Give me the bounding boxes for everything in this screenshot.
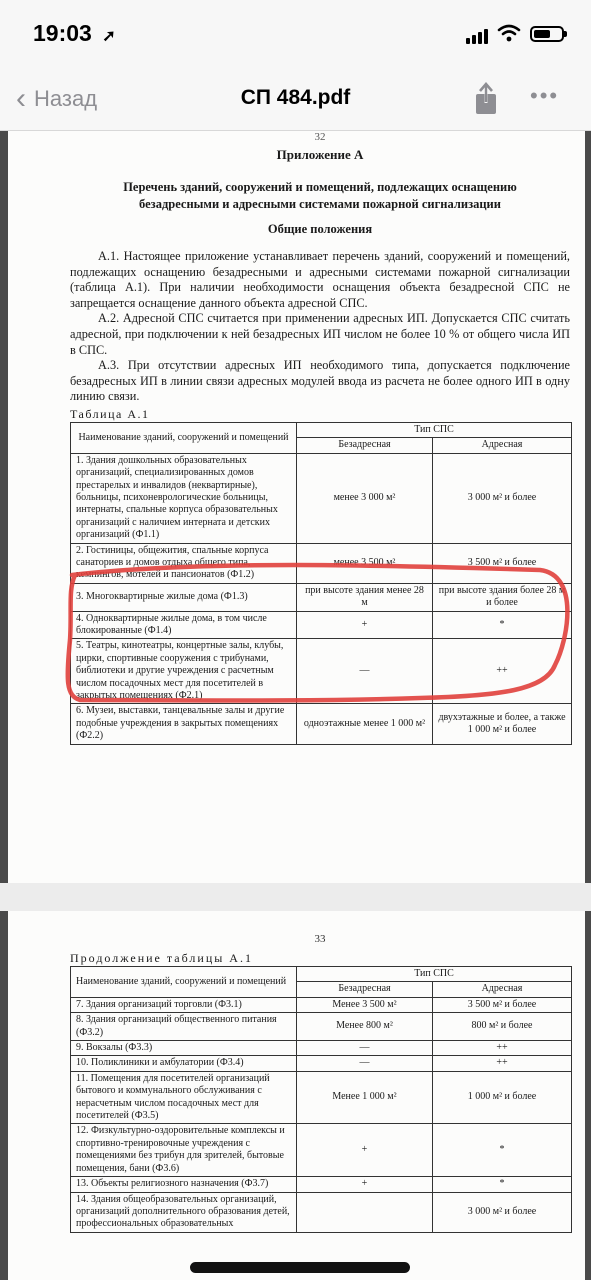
cell-name: 4. Одноквартирные жилые дома, в том числе блокированные (Ф1.4) (71, 611, 297, 639)
cell-addr: * (433, 611, 572, 639)
pdf-viewer[interactable] (0, 131, 591, 1280)
cell-nonaddr (297, 1192, 433, 1232)
table-row (71, 583, 572, 611)
cell-addr: ++ (433, 1041, 572, 1056)
table-row (71, 1056, 572, 1071)
page-content (70, 911, 570, 1233)
table-caption: Таблица А.1 (70, 406, 150, 421)
cell-name: 11. Помещения для посетителей организаций бытового и коммунального обслуживания с нерасчетным числом посадочных мест для посетителей (Ф3.5) (71, 1071, 297, 1124)
table-row (71, 639, 572, 704)
subheading: Общие положения (267, 222, 373, 236)
cell-nonaddr: одноэтажные менее 1 000 м² (297, 704, 433, 744)
cell-addr: * (433, 1124, 572, 1177)
table-row (71, 453, 572, 543)
table-a1-continued (70, 966, 572, 1233)
page-number: 32 (314, 131, 326, 143)
cell-addr: 3 000 м² и более (433, 453, 572, 543)
status-bar (0, 0, 591, 70)
table-row (71, 704, 572, 744)
table-row (71, 1071, 572, 1124)
cell-nonaddr: Менее 800 м² (297, 1013, 433, 1041)
cell-name: 6. Музеи, выставки, танцевальные залы и другие подобные учреждения в закрытых помещениях (Ф2.2) (71, 704, 297, 744)
cell-nonaddr: + (297, 1124, 433, 1177)
page-content (70, 131, 570, 745)
back-button[interactable] (16, 84, 97, 114)
more-icon[interactable]: ••• (530, 83, 560, 108)
cellular-signal-icon (466, 26, 490, 44)
cell-nonaddr: + (297, 611, 433, 639)
page-number: 33 (314, 933, 326, 945)
cell-nonaddr: — (297, 639, 433, 704)
wifi-icon (497, 24, 521, 42)
cell-name: 12. Физкультурно-оздоровительные комплексы и спортивно-тренировочные учреждения с помещениями без трибун для зрителей, бытовые помещения, бани (Ф3.6) (71, 1124, 297, 1177)
cell-addr: при высоте здания более 28 м и более (433, 583, 572, 611)
chevron-left-icon: ‹ (16, 82, 26, 115)
time-label: 19:03 (33, 20, 92, 46)
cell-name: 3. Многоквартирные жилые дома (Ф1.3) (71, 583, 297, 611)
header-type: Тип СПС (297, 422, 572, 437)
table-row (71, 1177, 572, 1192)
header-nonaddr: Безадресная (297, 438, 433, 453)
table-header-row (71, 967, 572, 982)
paragraph-a3: А.3. При отсутствии адресных ИП необходимого типа, допускается подключение безадресных ИП в линии связи адресных модулей ввода из расчета не более одного ИП в одну линию связи. (70, 358, 570, 404)
cell-name: 1. Здания дошкольных образовательных организаций, специализированных домов престарелых и инвалидов (неквартирные), больницы, психоневрологические больницы, интернаты, спальные корпуса образовательных организаций с наличием интерната и детских организаций (Ф1.1) (71, 453, 297, 543)
cell-name: 8. Здания организаций общественного питания (Ф3.2) (71, 1013, 297, 1041)
cell-name: 9. Вокзалы (Ф3.3) (71, 1041, 297, 1056)
header-nonaddr: Безадресная (297, 982, 433, 997)
table-row (71, 1192, 572, 1232)
table-caption: Продолжение таблицы А.1 (70, 951, 253, 965)
cell-name: 2. Гостиницы, общежития, спальные корпуса санаториев и домов отдыха общего типа, кемпингов, мотелей и пансионатов (Ф1.2) (71, 543, 297, 583)
location-arrow-icon: ➚ (102, 28, 116, 45)
heading-line-1: Перечень зданий, сооружений и помещений, подлежащих оснащению (123, 180, 517, 194)
cell-nonaddr: + (297, 1177, 433, 1192)
cell-addr: 3 500 м² и более (433, 543, 572, 583)
table-row (71, 997, 572, 1012)
table-row (71, 1013, 572, 1041)
cell-addr: 800 м² и более (433, 1013, 572, 1041)
cell-nonaddr: — (297, 1056, 433, 1071)
table-row (71, 611, 572, 639)
table-a1 (70, 422, 572, 745)
nav-bar (0, 70, 591, 131)
cell-nonaddr: — (297, 1041, 433, 1056)
pdf-page-32 (8, 131, 585, 883)
battery-icon (530, 26, 564, 42)
pdf-page-33 (8, 911, 585, 1280)
page-gap (0, 883, 591, 911)
cell-name: 14. Здания общеобразовательных организаций, организаций дополнительного образования детей, профессиональных образовательных (71, 1192, 297, 1232)
cell-nonaddr: Менее 1 000 м² (297, 1071, 433, 1124)
cell-addr: * (433, 1177, 572, 1192)
share-icon[interactable] (472, 82, 500, 116)
cell-addr: ++ (433, 1056, 572, 1071)
cell-name: 5. Театры, кинотеатры, концертные залы, клубы, цирки, спортивные сооружения с трибунами, библиотеки и другие учреждения с расчетным числом посадочных мест для посетителей в закрытых помещениях (Ф2.1) (71, 639, 297, 704)
header-type: Тип СПС (297, 967, 572, 982)
status-time (33, 20, 116, 47)
redaction-scribble (190, 1262, 410, 1273)
appendix-title: Приложение А (276, 147, 364, 162)
cell-addr: двухэтажные и более, а также 1 000 м² и более (433, 704, 572, 744)
back-label: Назад (34, 86, 98, 111)
cell-nonaddr: Менее 3 500 м² (297, 997, 433, 1012)
cell-addr: 3 500 м² и более (433, 997, 572, 1012)
document-title: СП 484.pdf (240, 86, 351, 109)
table-row (71, 1041, 572, 1056)
cell-addr: ++ (433, 639, 572, 704)
paragraph-a2: А.2. Адресной СПС считается при применении адресных ИП. Допускается СПС считать адресной, при подключении к ней безадресных ИП числом не более 10 % от общего числа ИП в СПС. (70, 311, 570, 357)
header-addr: Адресная (433, 982, 572, 997)
paragraph-a1: А.1. Настоящее приложение устанавливает перечень зданий, сооружений и помещений, подлежащих оснащению безадресными и адресными системами пожарной сигнализации (таблица А.1). При наличии необходимости оснащения объекта безадресной СПС не запрещается оснащение данного объекта адресной СПС. (70, 249, 570, 310)
table-row (71, 1124, 572, 1177)
header-name: Наименование зданий, сооружений и помещений (71, 422, 297, 453)
cell-nonaddr: менее 3 500 м² (297, 543, 433, 583)
table-row (71, 543, 572, 583)
cell-nonaddr: при высоте здания менее 28 м (297, 583, 433, 611)
cell-nonaddr: менее 3 000 м² (297, 453, 433, 543)
section-heading (70, 179, 570, 213)
cell-name: 13. Объекты религиозного назначения (Ф3.7) (71, 1177, 297, 1192)
table-header-row (71, 422, 572, 437)
cell-name: 10. Поликлиники и амбулатории (Ф3.4) (71, 1056, 297, 1071)
cell-addr: 1 000 м² и более (433, 1071, 572, 1124)
cell-name: 7. Здания организаций торговли (Ф3.1) (71, 997, 297, 1012)
heading-line-2: безадресными и адресными системами пожарной сигнализации (139, 197, 501, 211)
header-name: Наименование зданий, сооружений и помещений (71, 967, 297, 998)
header-addr: Адресная (433, 438, 572, 453)
cell-addr: 3 000 м² и более (433, 1192, 572, 1232)
